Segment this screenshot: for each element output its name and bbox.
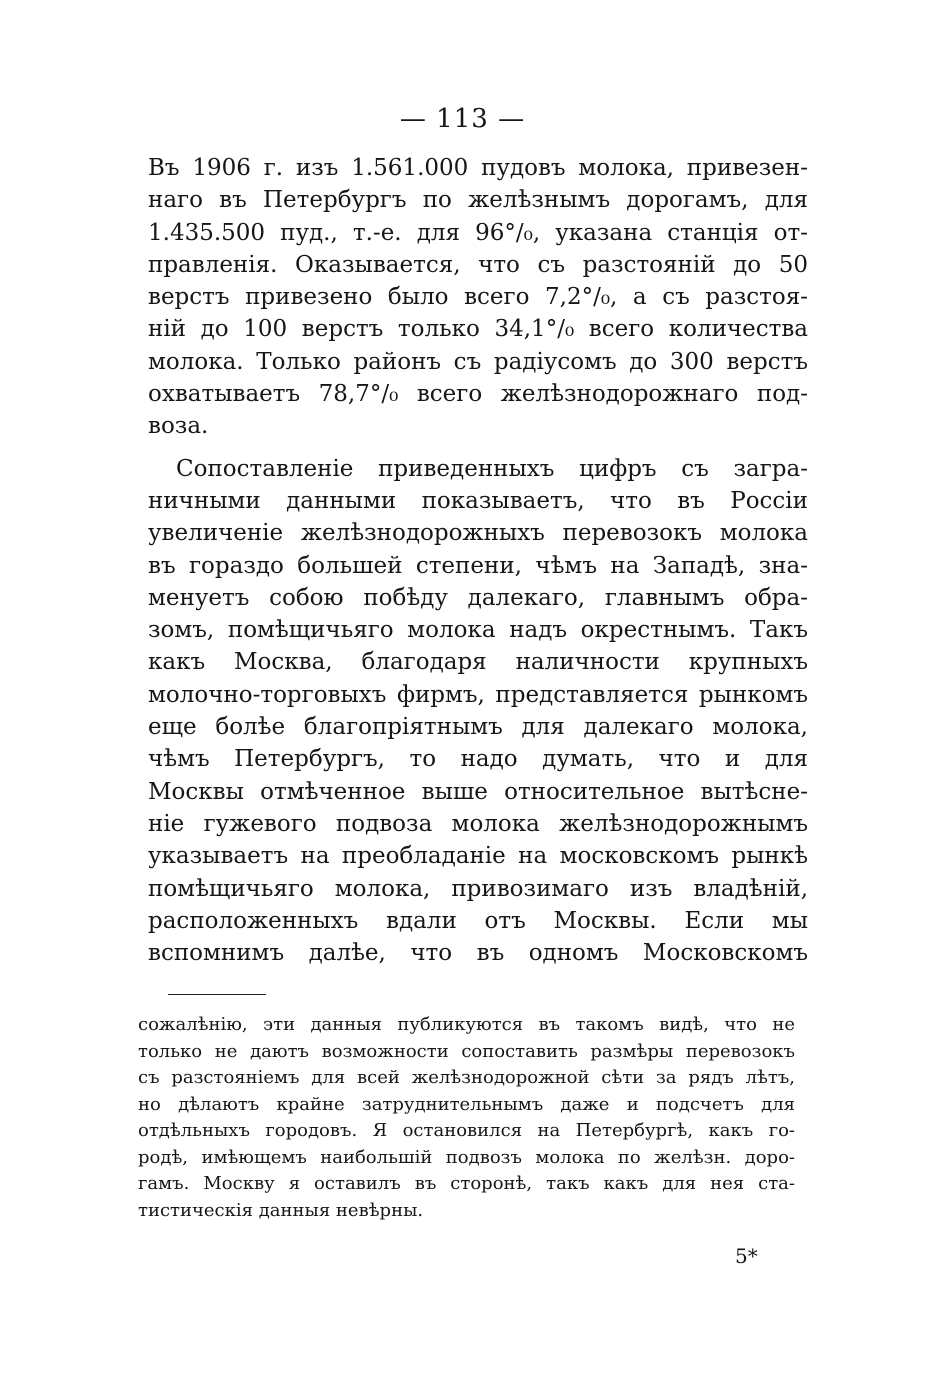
footnote-line: сожалѣнію, эти данныя публикуются въ такомъ видѣ, что не bbox=[138, 1014, 795, 1035]
footnote-line: гамъ. Москву я оставилъ въ сторонѣ, такъ какъ для нея ста- bbox=[138, 1173, 795, 1194]
text-line: помѣщичьяго молока, привозимаго изъ владѣній, bbox=[148, 875, 808, 902]
text-line: ничными данными показываетъ, что въ Россіи bbox=[148, 487, 808, 514]
text-line: въ гораздо большей степени, чѣмъ на Западѣ, зна- bbox=[148, 552, 808, 579]
text-line: молочно-торговыхъ фирмъ, представляется рынкомъ bbox=[148, 681, 808, 708]
main-text bbox=[148, 152, 808, 969]
text-line: еще болѣе благопріятнымъ для далекаго молока, bbox=[148, 714, 808, 741]
text-line: расположенныхъ вдали отъ Москвы. Если мы bbox=[148, 907, 808, 934]
footnote-rule bbox=[168, 994, 266, 995]
footnote-line: родѣ, имѣющемъ наибольшій подвозъ молока по желѣзн. доро- bbox=[138, 1146, 795, 1168]
text-line: чѣмъ Петербургъ, то надо думать, что и для bbox=[148, 746, 808, 773]
footnote bbox=[138, 1012, 795, 1224]
footnote-line: отдѣльныхъ городовъ. Я остановился на Петербургѣ, какъ го- bbox=[138, 1120, 795, 1141]
paragraph-gap bbox=[148, 443, 808, 453]
footnote-line: съ разстояніемъ для всей желѣзнодорожной сѣти за рядъ лѣтъ, bbox=[138, 1067, 795, 1088]
text-line: охватываетъ 78,7°/₀ всего желѣзнодорожнаго под- bbox=[148, 381, 808, 408]
text-line: какъ Москва, благодаря наличности крупныхъ bbox=[148, 649, 808, 676]
text-line: увеличеніе желѣзнодорожныхъ перевозокъ молока bbox=[148, 520, 808, 547]
signature-mark: 5* bbox=[735, 1244, 758, 1268]
text-line: Въ 1906 г. изъ 1.561.000 пудовъ молока, привезен- bbox=[148, 155, 808, 181]
paragraph-2 bbox=[148, 453, 808, 970]
text-line: ній до 100 верстъ только 34,1°/₀ всего количества bbox=[148, 316, 808, 343]
text-line: 1.435.500 пуд., т.-е. для 96°/₀, указана станція от- bbox=[148, 219, 808, 246]
footnote-line: тистическія данныя невѣрны. bbox=[138, 1199, 424, 1221]
text-line: Сопоставленіе приведенныхъ цифръ съ загра- bbox=[176, 455, 808, 482]
text-line: ніе гужевого подвоза молока желѣзнодорожнымъ bbox=[148, 810, 808, 837]
text-line: вспомнимъ далѣе, что въ одномъ Московскомъ bbox=[148, 940, 808, 967]
page-number: — 113 — bbox=[399, 104, 526, 134]
text-line: воза. bbox=[148, 413, 209, 440]
footnote-line: только не даютъ возможности сопоставить размѣры перевозокъ bbox=[138, 1040, 795, 1062]
text-line: наго въ Петербургъ по желѣзнымъ дорогамъ, для bbox=[148, 187, 808, 214]
text-line: указываетъ на преобладаніе на московскомъ рынкѣ bbox=[148, 843, 808, 870]
text-line: правленія. Оказывается, что съ разстояній до 50 bbox=[148, 251, 808, 278]
text-line: зомъ, помѣщичьяго молока надъ окрестнымъ. Такъ bbox=[148, 617, 808, 644]
text-line: менуетъ собою побѣду далекаго, главнымъ обра- bbox=[148, 584, 808, 611]
text-line: Москвы отмѣченное выше относительное вытѣсне- bbox=[148, 778, 808, 805]
text-line: верстъ привезено было всего 7,2°/₀, а съ разстоя- bbox=[148, 284, 808, 311]
footnote-line: но дѣлаютъ крайне затруднительнымъ даже и подсчетъ для bbox=[138, 1093, 795, 1115]
text-line: молока. Только районъ съ радіусомъ до 300 верстъ bbox=[148, 348, 808, 375]
paragraph-1 bbox=[148, 152, 808, 443]
